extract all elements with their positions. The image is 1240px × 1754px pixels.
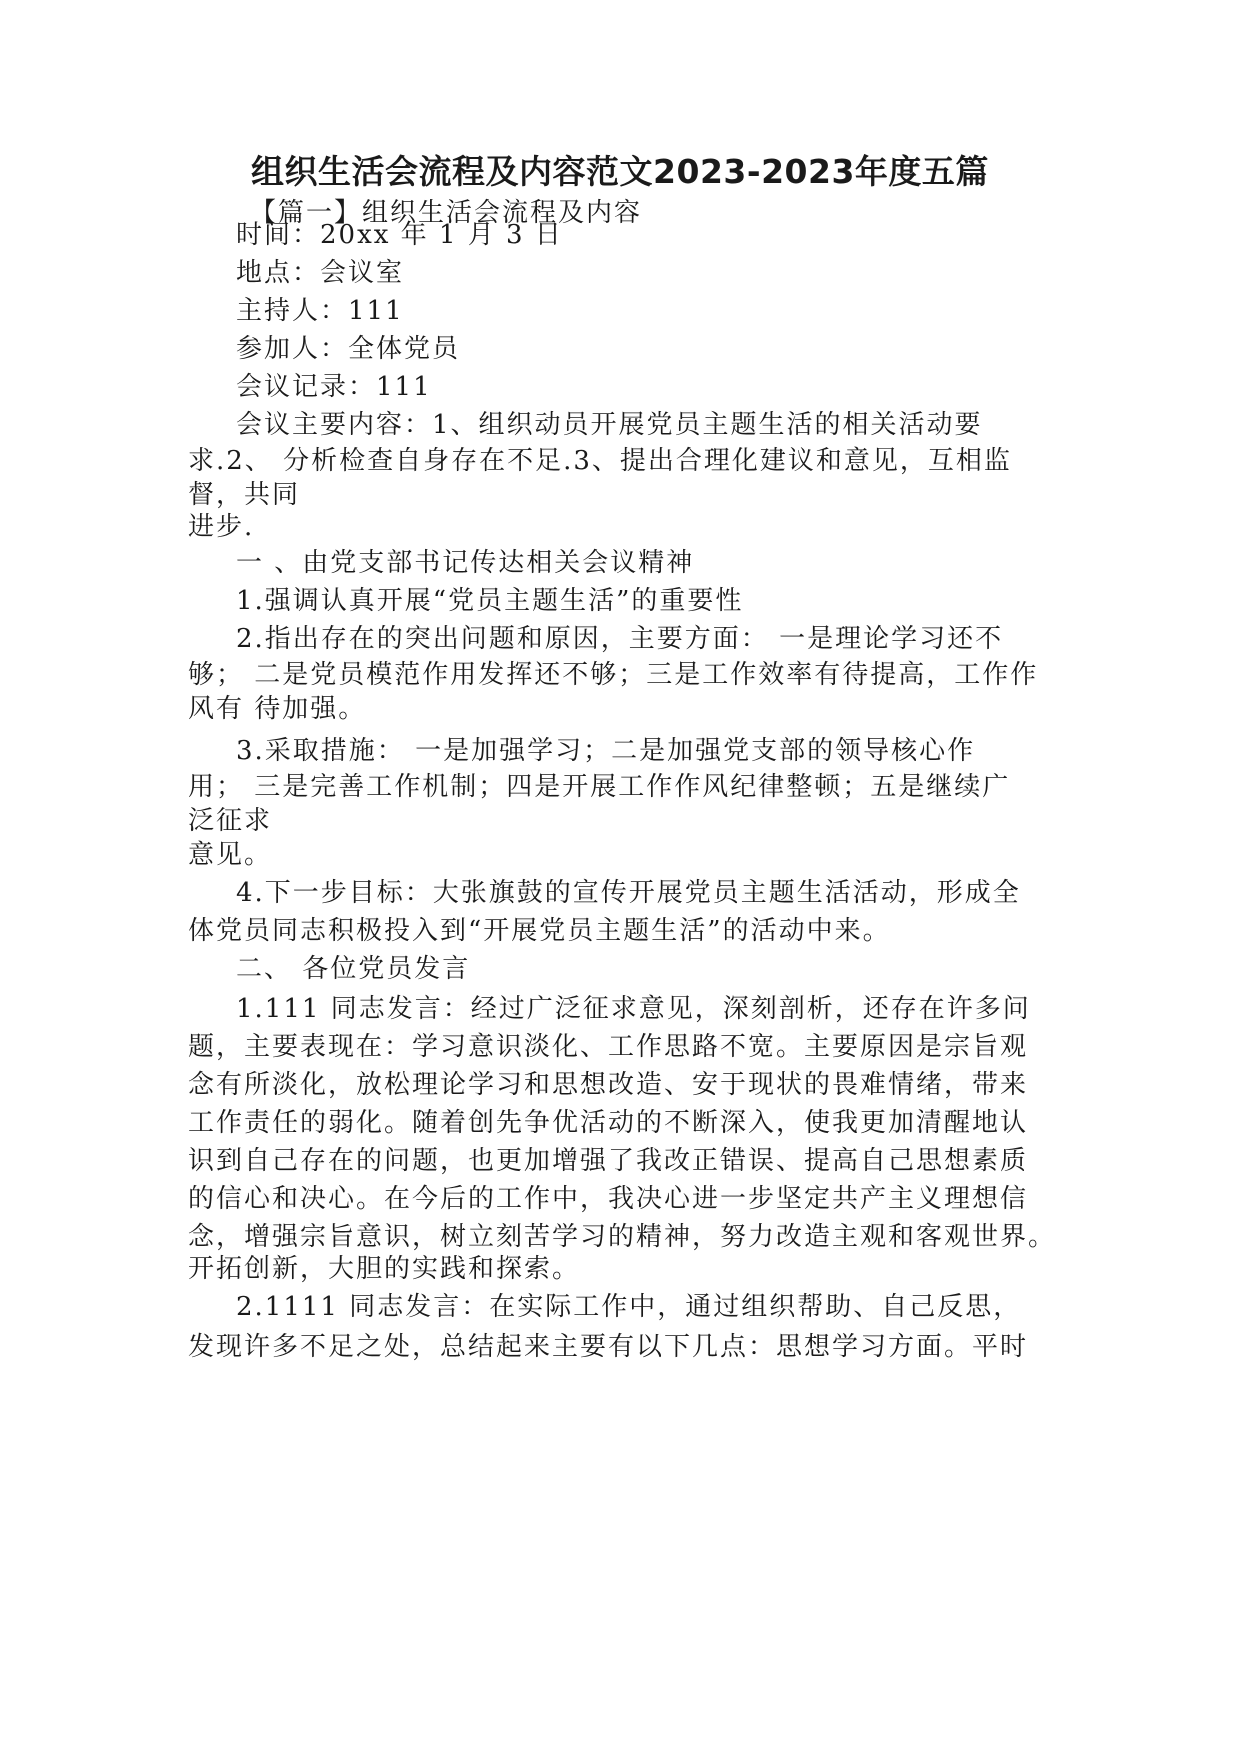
paragraph-line: 工作责任的弱化。随着创先争优活动的不断深入，使我更加清醒地认 [188,1108,1029,1138]
paragraph-line: 求.2、 分析检查自身存在不足.3、提出合理化建议和意见，互相监 [188,446,1012,476]
paragraph-line: 二、 各位党员发言 [236,954,471,984]
paragraph-line: 开拓创新，大胆的实践和探索。 [188,1254,581,1284]
paragraph-line: 风有 待加强。 [188,694,367,724]
paragraph-line: 念有所淡化，放松理论学习和思想改造、安于现状的畏难情绪，带来 [188,1070,1029,1100]
paragraph-line: 1.111 同志发言：经过广泛征求意见，深刻剖析，还存在许多问 [236,994,1031,1024]
paragraph-line: 的信心和决心。在今后的工作中，我决心进一步坚定共产主义理想信 [188,1184,1029,1214]
meeting-host: 主持人：111 [236,296,404,326]
meeting-time: 时间：20xx 年 1 月 3 日 [236,220,563,250]
paragraph-line: 意见。 [188,840,273,870]
paragraph-line: 够； 二是党员模范作用发挥还不够；三是工作效率有待提高，工作作 [188,660,1039,690]
paragraph-line: 进步. [188,512,255,542]
paragraph-line: 泛征求 [188,806,273,836]
paragraph-line: 2.1111 同志发言：在实际工作中，通过组织帮助、自己反思， [236,1292,1022,1322]
section-heading: 【篇一】组织生活会流程及内容 [250,198,643,228]
paragraph-line: 2.指出存在的突出问题和原因，主要方面： 一是理论学习还不 [236,624,1004,654]
paragraph-line: 3.采取措施： 一是加强学习；二是加强党支部的领导核心作 [236,736,976,766]
paragraph-line: 体党员同志积极投入到“开展党员主题生活”的活动中来。 [188,916,891,946]
document-title: 组织生活会流程及内容范文2023-2023年度五篇 [251,152,989,191]
paragraph-line: 发现许多不足之处，总结起来主要有以下几点：思想学习方面。平时 [188,1332,1029,1362]
meeting-location: 地点：会议室 [236,258,405,288]
paragraph-line: 题，主要表现在：学习意识淡化、工作思路不宽。主要原因是宗旨观 [188,1032,1029,1062]
paragraph-line: 4.下一步目标：大张旗鼓的宣传开展党员主题生活活动，形成全 [236,878,1021,908]
meeting-recorder: 会议记录：111 [236,372,432,402]
paragraph-line: 1.强调认真开展“党员主题生活”的重要性 [236,586,744,616]
paragraph-line: 会议主要内容：1、组织动员开展党员主题生活的相关活动要 [236,410,983,440]
paragraph-line: 督，共同 [188,480,301,510]
paragraph-line: 用； 三是完善工作机制；四是开展工作作风纪律整顿；五是继续广 [188,772,1011,802]
paragraph-line: 识到自己存在的问题，也更加增强了我改正错误、提高自己思想素质 [188,1146,1029,1176]
paragraph-line: 一 、由党支部书记传达相关会议精神 [236,548,695,578]
meeting-attendees: 参加人：全体党员 [236,334,461,364]
paragraph-line: 念，增强宗旨意识，树立刻苦学习的精神，努力改造主观和客观世界。 [188,1222,1057,1252]
